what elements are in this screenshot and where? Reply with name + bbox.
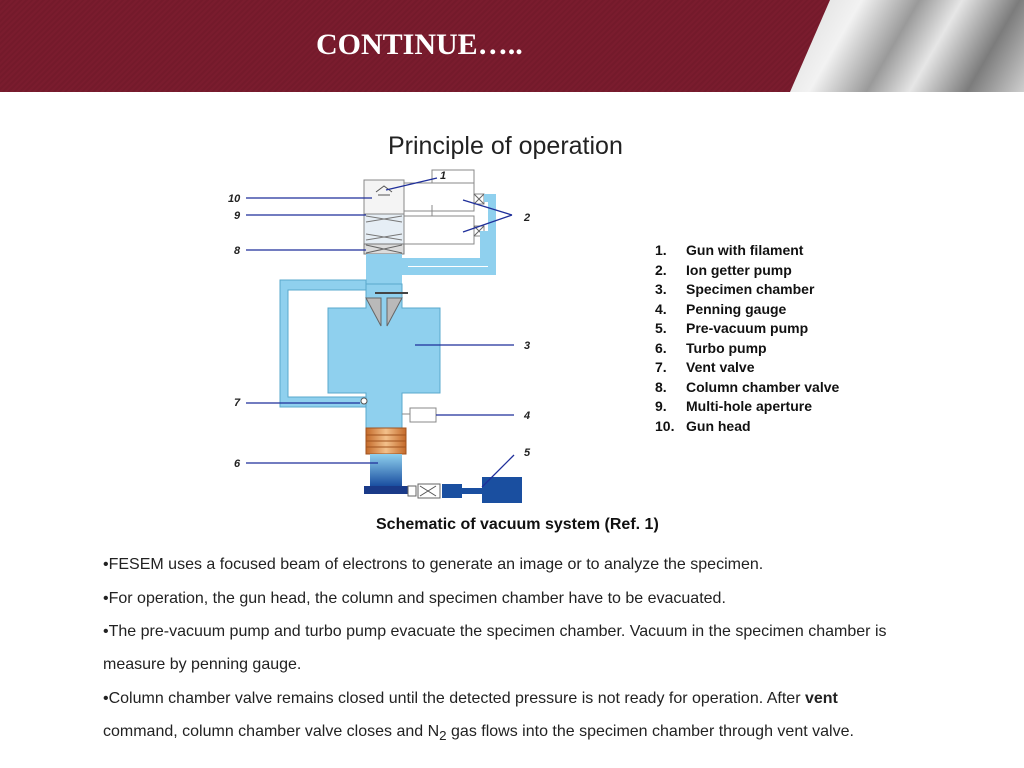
legend-item: 9. Multi-hole aperture <box>655 398 813 414</box>
bullet-2: •For operation, the gun head, the column and specimen chamber have to be evacuated. <box>103 590 726 607</box>
slide-title: CONTINUE….. <box>316 28 523 61</box>
diagram-title: Principle of operation <box>388 132 623 160</box>
callout-9: 9 <box>234 210 241 222</box>
legend-list <box>655 242 839 437</box>
gun-head <box>364 180 404 214</box>
legend-item: 8. Column chamber valve <box>655 378 840 395</box>
legend-item: 4. Penning gauge <box>655 300 787 317</box>
legend-item: 10. Gun head <box>655 417 751 434</box>
callout-5: 5 <box>524 447 531 459</box>
legend-item: 1. Gun with filament <box>655 242 804 258</box>
legend-item: 6. Turbo pump <box>655 339 767 356</box>
diagram-caption: Schematic of vacuum system (Ref. 1) <box>376 516 659 533</box>
callout-1: 1 <box>440 170 447 182</box>
legend-item: 3. Specimen chamber <box>655 281 815 297</box>
legend-item: 5. Pre-vacuum pump <box>655 320 809 336</box>
callout-10: 10 <box>228 193 241 205</box>
bullet-4-line-2: command, column chamber valve closes and $N_2$ gas flows into the specimen chamber through vent valve. <box>103 723 854 744</box>
callout-8: 8 <box>234 245 241 257</box>
ion-getter-pump-bottom <box>404 216 474 244</box>
bullet-1: •FESEM uses a focused beam of electrons to generate an image or to analyze the specimen. <box>103 556 764 573</box>
legend-item: 7. Vent valve <box>655 359 755 375</box>
turbo-pump <box>370 454 402 486</box>
penning-gauge <box>410 408 436 422</box>
callout-3: 3 <box>524 340 531 352</box>
bullet-3-line-2: measure by penning gauge. <box>103 656 302 673</box>
vent-valve <box>361 398 367 404</box>
callout-2: 2 <box>524 212 531 224</box>
callout-6: 6 <box>234 458 241 470</box>
legend-item: 2. Ion getter pump <box>655 261 792 278</box>
callout-7: 7 <box>234 397 241 409</box>
bullet-4-line-1: •Column chamber valve remains closed until the detected pressure is not ready for operation. After vent <box>103 690 838 707</box>
ion-getter-pump-top <box>404 183 474 211</box>
bullet-3-line-1: •The pre-vacuum pump and turbo pump evacuate the specimen chamber. Vacuum in the specimen chamber is <box>103 623 887 640</box>
callout-4: 4 <box>524 410 531 422</box>
